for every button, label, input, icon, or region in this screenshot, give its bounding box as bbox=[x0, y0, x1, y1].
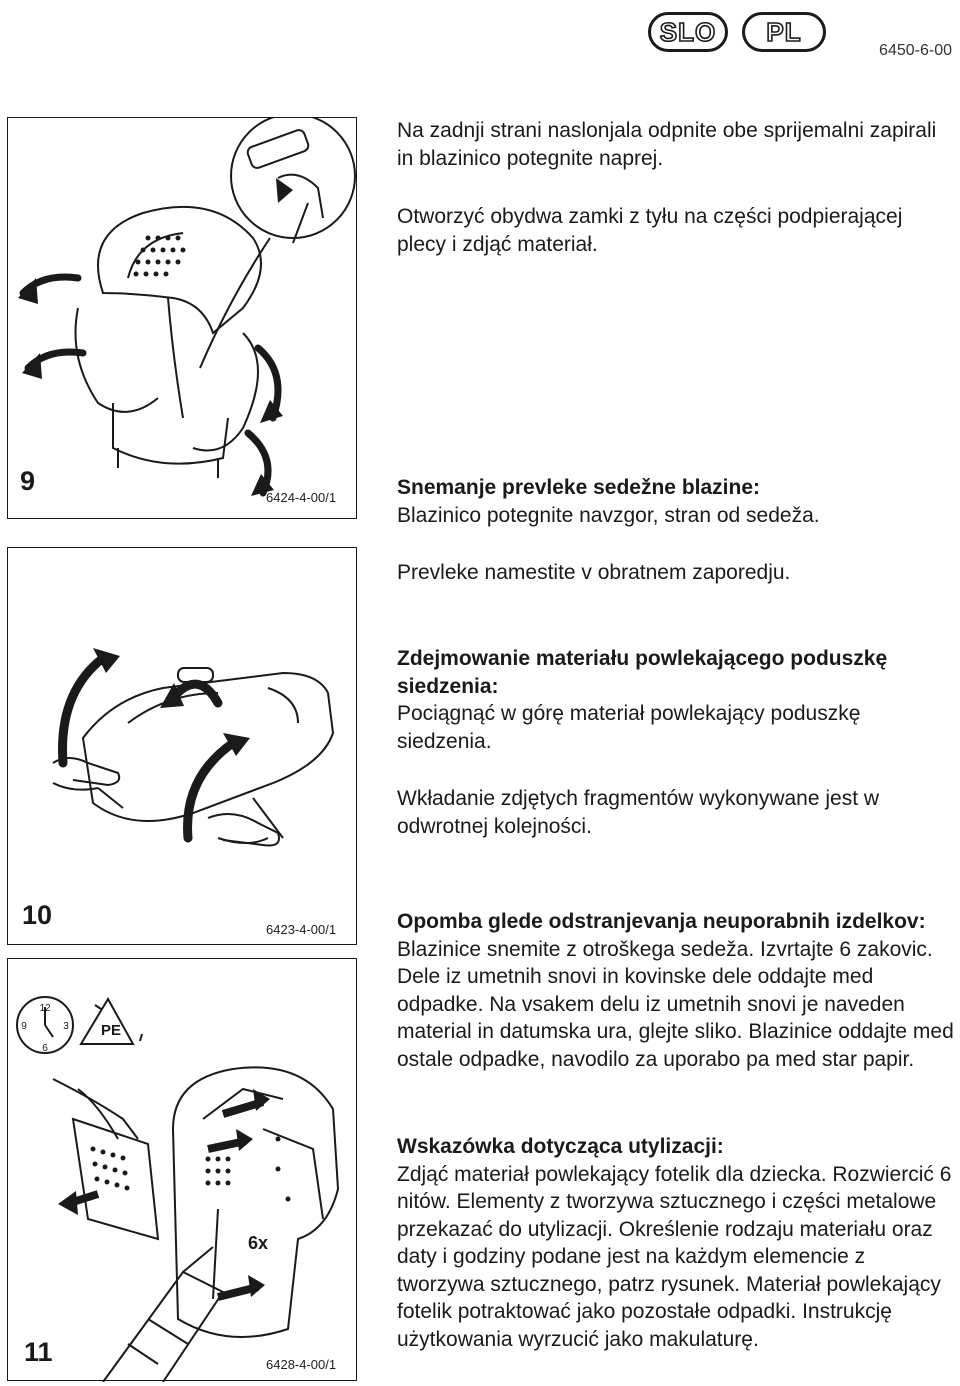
instruction-slo-cushion bbox=[397, 474, 957, 529]
instruction-slo-backrest bbox=[397, 117, 957, 172]
paragraph-heading: Snemanje prevleke sedežne blazine: bbox=[397, 476, 760, 499]
clock-number-9: 9 bbox=[21, 1021, 27, 1032]
paragraph-body: Wkładanie zdjętych fragmentów wykonywane jest w odwrotnej kolejności. bbox=[397, 787, 880, 838]
paragraph-body: Na zadnji strani naslonjala odpnite obe sprijemalni zapirali in blazinico potegnite naprej. bbox=[397, 119, 937, 170]
clock-number-6: 6 bbox=[42, 1043, 48, 1054]
disposal-note-pl bbox=[397, 1133, 957, 1353]
paragraph-body: Zdjąć materiał powlekający fotelik dla dziecka. Rozwiercić 6 nitów. Elementy z tworzywa sztucznego i części metalowe przekazać do utylizacji. Określenie rodzaju materiału oraz daty i godziny podane jest na każdym elemencie z tworzywa sztucznego, patrz rysunek. Materiał powlekający fotelik potraktować jako pozostałe odpadki. Instrukcję użytkowania wyrzucić jako makulaturę. bbox=[397, 1162, 952, 1351]
recycle-label: PE bbox=[100, 1022, 122, 1039]
paragraph-heading: Zdejmowanie materiału powlekającego poduszkę siedzenia: bbox=[397, 647, 888, 698]
figure-reference: 6423-4-00/1 bbox=[266, 922, 337, 937]
disposal-note-slo bbox=[397, 908, 957, 1073]
instruction-pl-reassemble bbox=[397, 785, 957, 840]
clock-number-3: 3 bbox=[63, 1021, 69, 1032]
paragraph-body: Otworzyć obydwa zamki z tyłu na części podpierającej plecy i zdjąć materiał. bbox=[397, 205, 903, 256]
figure-number: 10 bbox=[22, 900, 53, 930]
figure-reference: 6424-4-00/1 bbox=[266, 490, 337, 505]
paragraph-heading: Wskazówka dotycząca utylizacji: bbox=[397, 1135, 724, 1158]
clock-number-12: 12 bbox=[39, 1003, 51, 1014]
language-badge-slo: SLO bbox=[648, 12, 728, 52]
figure-10-panel bbox=[7, 547, 357, 945]
figure-reference: 6428-4-00/1 bbox=[266, 1357, 337, 1372]
paragraph-body: Blazinice snemite z otroškega sedeža. Izvrtajte 6 zakovic. Dele iz umetnih snovi in kovinske dele oddajte med odpadke. Na vsakem delu iz umetnih snovi je naveden material in datumska ura, glejte sliko. Blazinice oddajte med ostale odpadke, navodilo za uporabo pa med star papir. bbox=[397, 937, 954, 1071]
figure-9-panel bbox=[7, 117, 357, 519]
screw-count-label: 6x bbox=[248, 1233, 269, 1253]
figure-number: 9 bbox=[20, 466, 36, 496]
disposal-illustration bbox=[8, 959, 358, 1382]
seat-cushion-illustration bbox=[8, 548, 358, 946]
paragraph-body: Pociągnąć w górę materiał powlekający poduszkę siedzenia. bbox=[397, 702, 861, 753]
figure-number: 11 bbox=[24, 1337, 53, 1367]
document-code: 6450-6-00 bbox=[879, 42, 952, 59]
paragraph-heading: Opomba glede odstranjevanja neuporabnih izdelkov: bbox=[397, 910, 926, 933]
figure-11-panel bbox=[7, 958, 357, 1381]
paragraph-body: Prevleke namestite v obratnem zaporedju. bbox=[397, 561, 791, 584]
instruction-pl-cushion bbox=[397, 645, 957, 755]
instruction-pl-backrest bbox=[397, 203, 957, 258]
paragraph-body: Blazinico potegnite navzgor, stran od sedeža. bbox=[397, 503, 820, 527]
instruction-slo-reassemble bbox=[397, 559, 957, 587]
language-badge-pl: PL bbox=[742, 12, 826, 52]
seat-backrest-illustration bbox=[8, 118, 358, 520]
